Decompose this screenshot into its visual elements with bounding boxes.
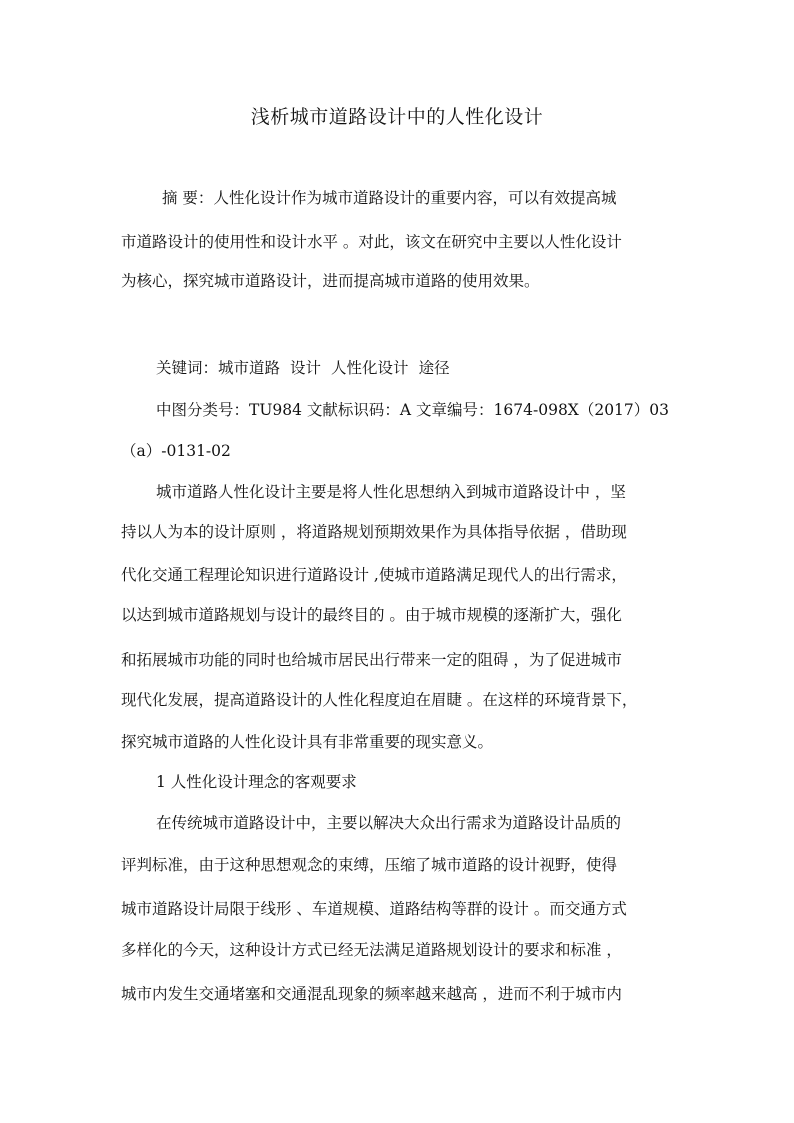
abstract-line-3: 为核心，探究城市道路设计，进而提高城市道路的使用效果。 [121,272,540,290]
section-line: 多样化的今天，这种设计方式已经无法满足道路规划设计的要求和标准 ， [121,941,622,959]
keywords-line [156,358,450,378]
intro-line: 城市道路人性化设计主要是将人性化思想纳入到城市道路设计中 ，坚 [156,483,626,501]
section-heading: 1 人性化设计理念的客观要求 [156,773,357,791]
abstract-text-1: 人性化设计作为城市道路设计的重要内容，可以有效提高城 [213,189,617,207]
abstract-label: 摘 要： [162,189,214,207]
intro-line: 现代化发展，提高道路设计的人性化程度迫在眉睫 。在这样的环境背景下， [121,691,638,709]
section-line: 城市内发生交通堵塞和交通混乱现象的频率越来越高 ，进而不利于城市内 [121,985,622,1003]
intro-line: 探究城市道路的人性化设计具有非常重要的现实意义。 [121,733,494,751]
abstract-line-1 [162,188,616,208]
keyword-item: 设计 [290,359,322,377]
section-line: 评判标准，由于这种思想观念的束缚，压缩了城市道路的设计视野，使得 [121,856,618,874]
intro-line: 和拓展城市功能的同时也给城市居民出行带来一定的阻碍 ，为了促进城市 [121,651,622,669]
classification-line-2: （a）-0131-02 [121,442,231,460]
intro-line: 持以人为本的设计原则 ，将道路规划预期效果作为具体指导依据 ，借助现 [121,523,627,541]
intro-line: 以达到城市道路规划与设计的最终目的 。由于城市规模的逐渐扩大，强化 [121,606,622,624]
keyword-item: 人性化设计 [331,359,409,377]
paper-title: 浅析城市道路设计中的人性化设计 [250,106,544,128]
keyword-item: 城市道路 [218,359,281,377]
section-line: 城市道路设计局限于线形 、车道规模、道路结构等群的设计 。而交通方式 [121,900,627,918]
classification-line-1: 中图分类号：TU984 文献标识码：A 文章编号：1674-098X（2017）03 [156,401,670,419]
section-line: 在传统城市道路设计中，主要以解决大众出行需求为道路设计品质的 [156,814,622,832]
intro-line: 代化交通工程理论知识进行道路设计 ,使城市道路满足现代人的出行需求， [121,566,627,584]
keyword-item: 途径 [418,359,450,377]
abstract-line-2: 市道路设计的使用性和设计水平 。对此，该文在研究中主要以人性化设计 [121,233,622,251]
keywords-label: 关键词： [156,359,219,377]
